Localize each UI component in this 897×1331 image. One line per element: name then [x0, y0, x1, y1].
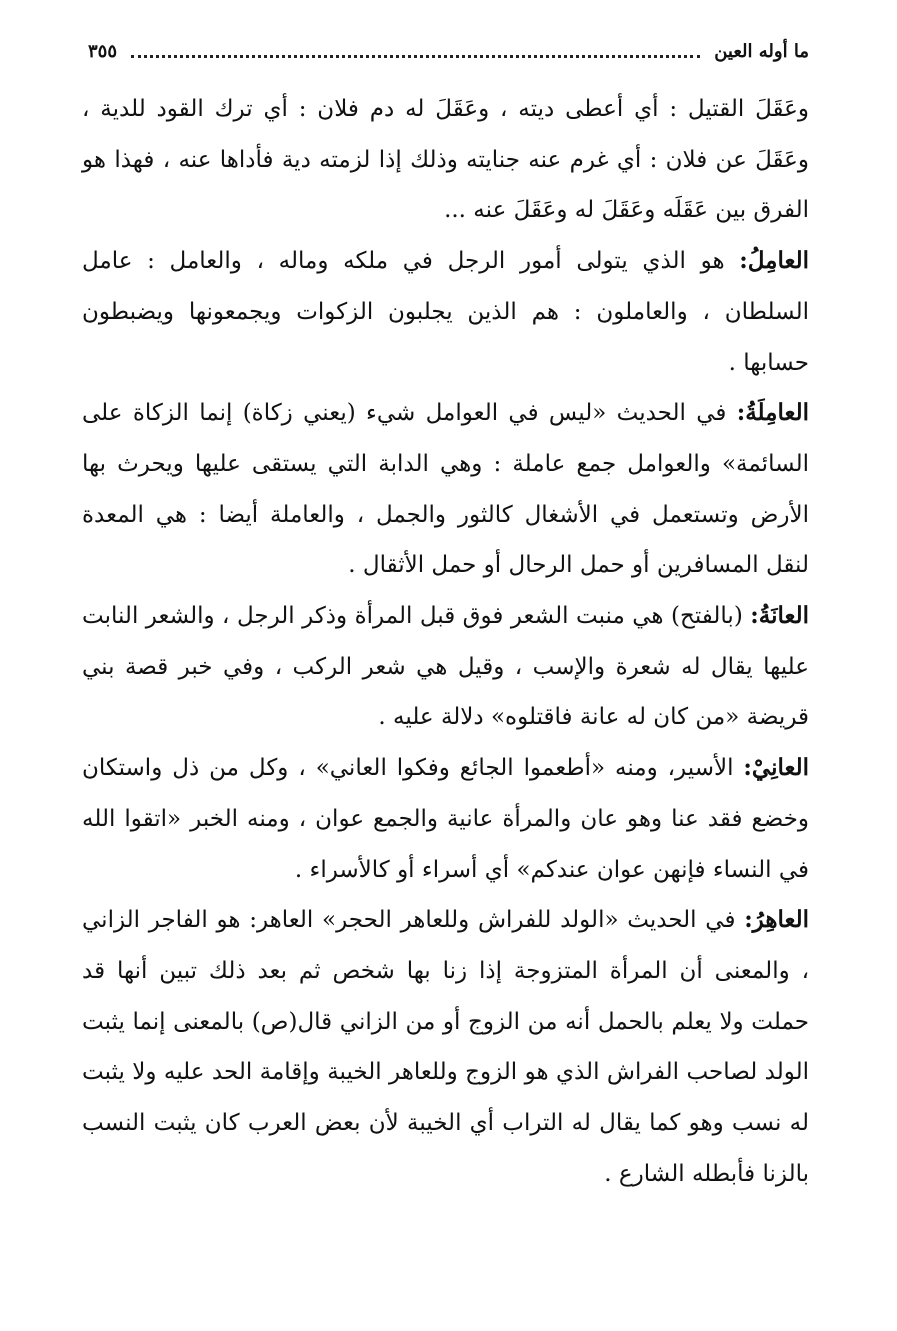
entry-aamila — [82, 388, 809, 591]
entry-aqala — [82, 84, 809, 236]
entry-term: العانَةُ: — [750, 602, 809, 630]
entry-aamil — [82, 236, 809, 388]
running-title: ما أوله العين — [714, 40, 809, 62]
entry-aahir — [82, 895, 809, 1199]
entry-text: في الحديث «الولد للفراش وللعاهر الحجر» العاهر: هو الفاجر الزاني ، والمعنى أن المرأة المتزوجة إذا زنا بها شخص ثم بعد ذلك تبين أنها قد حملت ولا يعلم بالحمل أنه من الزوج أو من الزاني قال(ص) بالمعنى إنما يثبت الولد لصاحب الفراش الذي هو الزوج وللعاهر الخيبة وإقامة الحد عليه ولا يثبت له نسب وهو كما يقال له التراب أي الخيبة لأن بعض العرب كان يثبت النسب بالزنا فأبطله الشارع . — [82, 907, 809, 1187]
entry-text: (بالفتح) هي منبت الشعر فوق قبل المرأة وذكر الرجل ، والشعر النابت عليها يقال له شعرة والإسب ، وقيل هي شعر الركب ، وفي خبر قصة بني قريضة «من كان له عانة فاقتلوه» دلالة عليه . — [82, 603, 809, 731]
page-number: ٣٥٥ — [88, 40, 118, 62]
entry-aana — [82, 591, 809, 743]
entry-text: في الحديث «ليس في العوامل شيء (يعني زكاة) إنما الزكاة على السائمة» والعوامل جمع عاملة : وهي الدابة التي يستقى عليها ويحرث بها الأرض وتستعمل في الأشغال كالثور والجمل ، والعاملة أيضا : هي المعدة لنقل المسافرين أو حمل الرحال أو حمل الأثقال . — [82, 400, 809, 579]
entry-text: الأسير، ومنه «أطعموا الجائع وفكوا العاني» ، وكل من ذل واستكان وخضع فقد عنا وهو عان والمرأة عانية والجمع عوان ، ومنه الخبر «اتقوا الله في النساء فإنهن عوان عندكم» أي أسراء أو كالأسراء . — [82, 755, 809, 883]
entry-aani — [82, 743, 809, 895]
entry-term: العانِيْ: — [743, 754, 809, 782]
entry-text: وعَقَلَ القتيل : أي أعطى ديته ، وعَقَلَ له دم فلان : أي ترك القود للدية ، وعَقَلَ عن فلان : أي غرم عنه جنايته وذلك إذا لزمته دية فأداها عنه ، فهذا هو الفرق بين عَقَلَه وعَقَلَ له وعَقَلَ عنه ... — [82, 96, 809, 224]
page-header — [88, 36, 809, 66]
leader-dots — [131, 55, 700, 58]
entry-term: العامِلُ: — [739, 247, 809, 275]
entry-text: هو الذي يتولى أمور الرجل في ملكه وماله ، والعامل : عامل السلطان ، والعاملون : هم الذين يجلبون الزكوات ويجمعونها ويضبطون حسابها . — [82, 248, 809, 376]
entry-term: العامِلَةُ: — [736, 399, 809, 427]
page-body — [82, 84, 809, 1199]
entry-term: العاهِرُ: — [744, 906, 809, 934]
